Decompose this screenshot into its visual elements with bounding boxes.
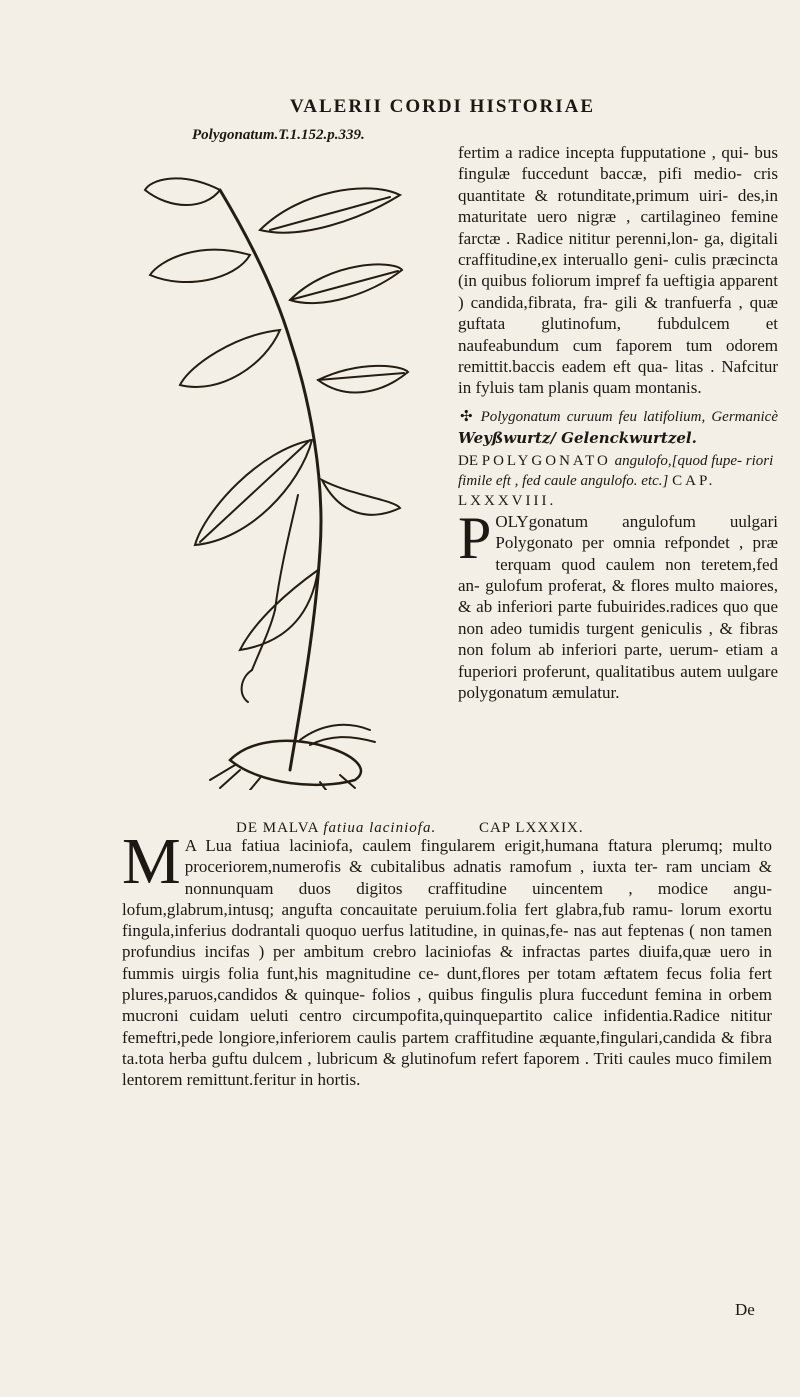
chapter-88-text <box>458 504 778 704</box>
polygonatum-woodcut <box>140 150 410 790</box>
malva-text: A Lua fatiua laciniofa, caulem fingularem erigit,humana ftatura plerumq; multo proceriorem,numerofis & cubitalibus adnatis ramofum , iuxta ter- ram unciam & nonnunquam duos digitos craffitudine uincentem , modice angu- lofum,glabrum,intusq; angufta concauitate peruium.folia fert glabra,fub ramu- lorum exortu fingula,inferius dodrantali quoquo uerfus latitudine, in quinas,fe- nas aut feptenas ( non tamen profundius incifas ) per ambitum crebro laciniofas & infractas partes diuifa,quæ uero in fummis uirgis folia funt,his magnitudine ce- dunt,flores per totam æftatem fecus folia fert plures,paruos,candidos & quinque- folios , quibus fingulis plura fuccedunt femina in orbem mucroni cuidam ueluti centro circumpofita,quinquepartito calice infidentia.Radice nititur femeftri,pede longiore,inferiorem caulis partem craffitudine æquante,fingulari,candida & fibra ta.tota herba guftu dulcem , lubricum & glutinofum refert faporem . Triti caules muco fimilem lentorem remittunt.feritur in hortis. <box>122 836 772 1090</box>
running-head: VALERII CORDI HISTORIAE <box>290 96 596 117</box>
dropcap-m: M <box>122 825 181 898</box>
chapter-88-body: Polygonato per omnia refpondet , præ terquam quod caulem non teretem,fed an- gulofum proferat, & flores multo maiores, & ab inferiori parte fubuirides.radices quo que non adeo tumidis turgent geniculis , & fibras non folum ab inferiori parte, uerum- etiam a fuperiori proferunt, qualitatibus autem uulgare polygonatum æmulatur. <box>458 533 778 702</box>
right-text-column <box>458 142 778 703</box>
chapter-title: POLYGONATO <box>481 452 611 469</box>
polygonatum-paragraph: fertim a radice incepta fupputatione , qui- bus fingulæ fuccedunt baccæ, pifi medio- cris quantitate & rotunditate,primum uiri- des,in maturitate uero nigræ , cartilagineo femine farctæ . Radice nititur perenni,lon- ga, digitali craffitudine,ex interuallo geni- culis præcincta (in quibus foliorum impref fa ueftigia apparent ) candida,fibrata, fra- gili & tranfuerfa , quæ guftata glutinofum, fubdulcem et naufeabundum cum faporem tum odorem remittit.baccis eadem eft qua- litas . Nafcitur in fyluis tam planis quam montanis. <box>458 143 778 398</box>
malva-prefix: DE <box>236 820 258 836</box>
figure-caption: Polygonatum.T.1.152.p.339. <box>192 127 365 143</box>
chapter-prefix: DE <box>458 452 478 469</box>
note-latin: Polygonatum curuum feu latifolium, Germanicè <box>480 408 778 425</box>
note-german: Weyßwurtz/ Gelenckwurtzel. <box>458 429 697 448</box>
catchword: De <box>735 1300 755 1319</box>
chapter-label: CAP. LXXXVIII. <box>458 472 716 509</box>
dropcap-p: P <box>458 504 492 571</box>
synonym-note <box>458 407 778 451</box>
chapter-heading-88 <box>458 451 778 511</box>
chapter-88-first-line: OLYgonatum angulofum uulgari <box>495 511 778 531</box>
note-mark: ✣ <box>460 408 473 425</box>
chapter-title-italic: angulofo,[quod fupe- riori fimile eft , fed caule angulofo. etc.] <box>458 452 774 489</box>
malva-title: MALVA <box>262 820 319 836</box>
malva-chapter-label: CAP LXXXIX. <box>478 820 584 836</box>
malva-title-italic: fatiua laciniofa. <box>323 820 437 836</box>
